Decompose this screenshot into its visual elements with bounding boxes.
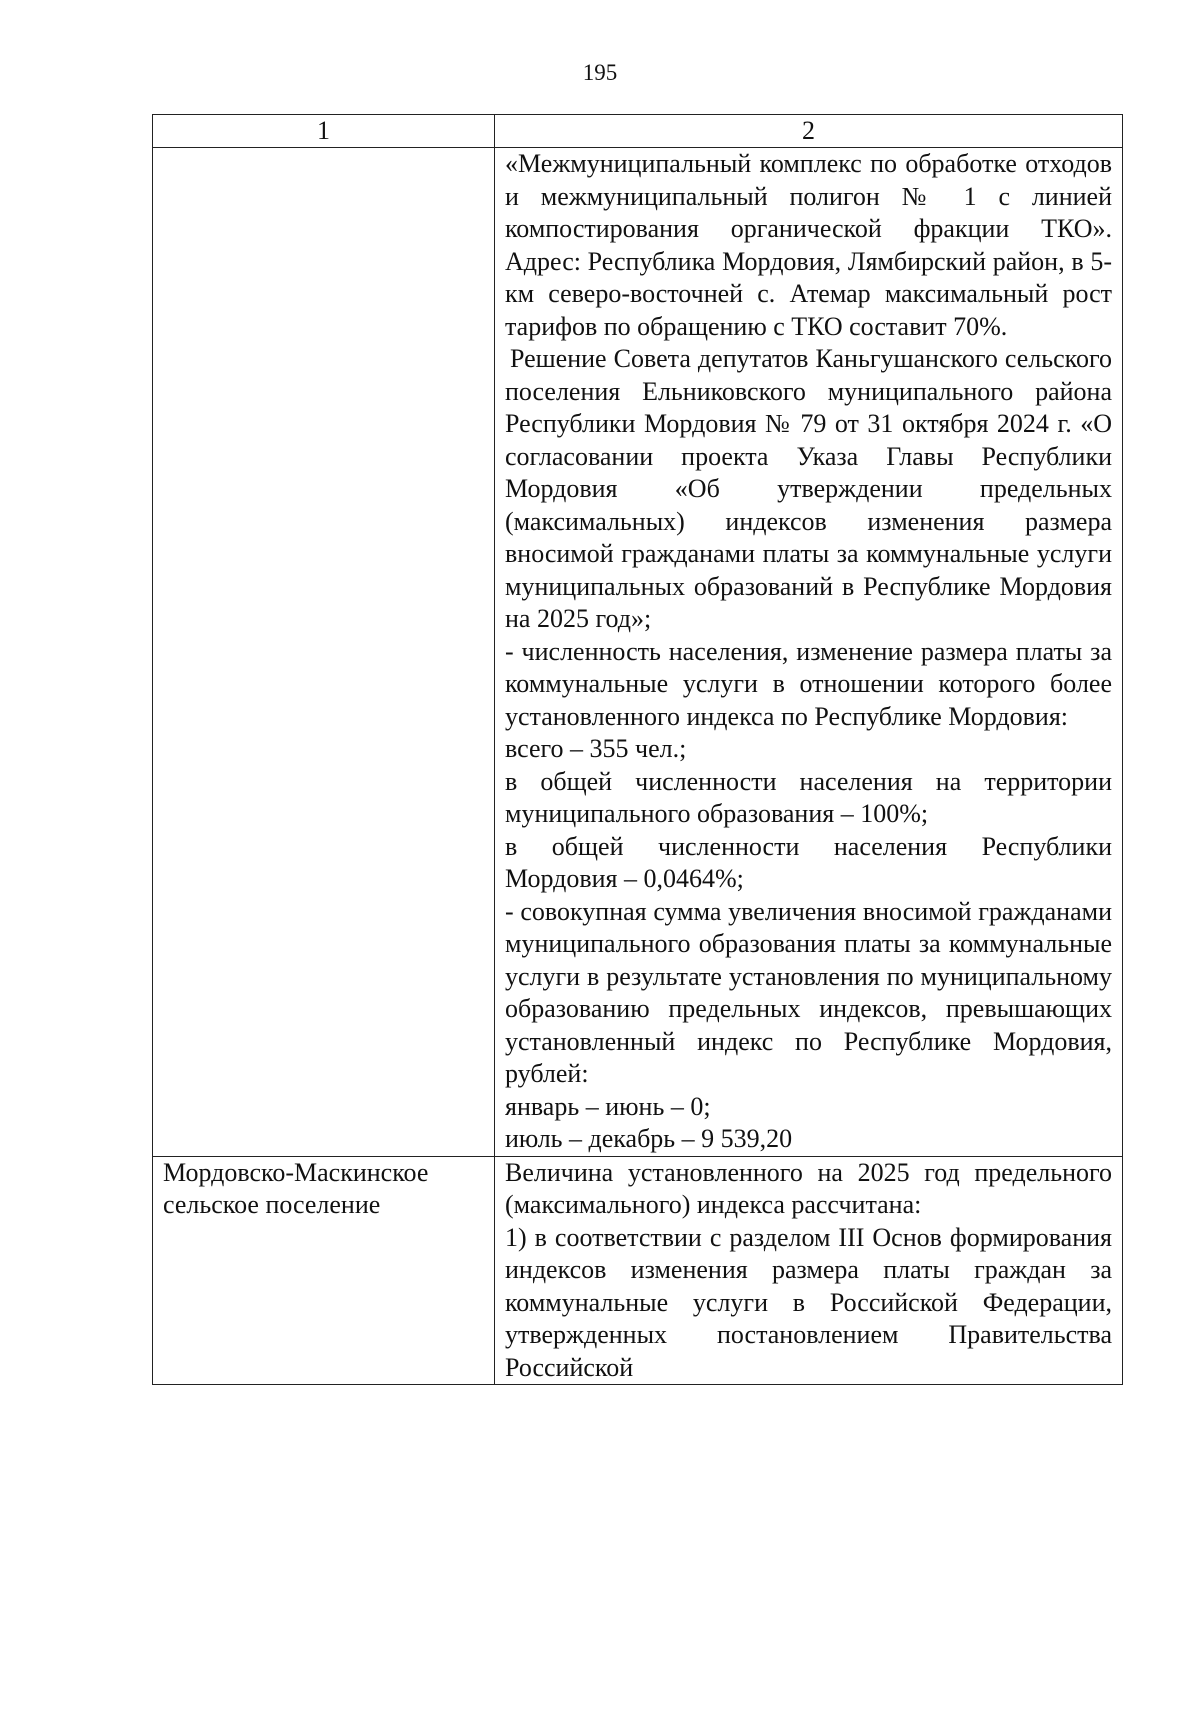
table-cell-description <box>495 1156 1123 1385</box>
paragraph: январь – июнь – 0; <box>505 1091 711 1121</box>
document-table <box>152 114 1123 1385</box>
table-cell-municipality <box>153 148 495 1157</box>
table-cell-municipality: Мордовско-Маскинское сельское поселение <box>153 1156 495 1385</box>
paragraph: «Межмуниципальный комплекс по обработке отходов и межмуниципальный полигон № 1 с линией компостирования органической фракции ТКО». Адрес: Республика Мордовия, Лямбирский район, в 5-км северо-восточней с. Атемар максимальный рост тарифов по обращению с ТКО составит 70%. <box>505 149 1112 341</box>
page-number: 195 <box>582 60 618 85</box>
paragraph: июль – декабрь – 9 539,20 <box>505 1124 793 1153</box>
paragraph: Величина установленного на 2025 год предельного (максимального) индекса рассчитана: <box>505 1157 1112 1219</box>
paragraph: в общей численности населения на территории муниципального образования – 100%; <box>505 766 1112 828</box>
column-header-1: 1 <box>153 115 495 148</box>
paragraph: - совокупная сумма увеличения вносимой гражданами муниципального образования платы за коммунальные услуги в результате установления по муниципальному образованию предельных индексов, превышающих установленный индекс по Республике Мордовия, рублей: <box>505 896 1112 1088</box>
paragraph: 1) в соответствии с разделом III Основ формирования индексов изменения размера платы граждан за коммунальные услуги в Российской Федерации, утвержденных постановлением Правительства Российской <box>505 1222 1112 1382</box>
paragraph: - численность населения, изменение размера платы за коммунальные услуги в отношении которого более установленного индекса по Республике Мордовия: <box>505 636 1112 731</box>
table-cell-description <box>495 148 1123 1157</box>
table-header-row <box>153 115 1123 148</box>
table-row <box>153 148 1123 1157</box>
paragraph: в общей численности населения Республики Мордовия – 0,0464%; <box>505 831 1112 893</box>
table-row <box>153 1156 1123 1385</box>
column-header-2: 2 <box>495 115 1123 148</box>
paragraph: Решение Совета депутатов Каньгушанского сельского поселения Ельниковского муниципального района Республики Мордовия № 79 от 31 октября 2024 г. «О согласовании проекта Указа Главы Республики Мордовия «Об утверждении предельных (максимальных) индексов изменения размера вносимой гражданами платы за коммунальные услуги муниципальных образований в Республике Мордовия на 2025 год»; <box>505 344 1112 633</box>
paragraph: всего – 355 чел.; <box>505 734 687 763</box>
